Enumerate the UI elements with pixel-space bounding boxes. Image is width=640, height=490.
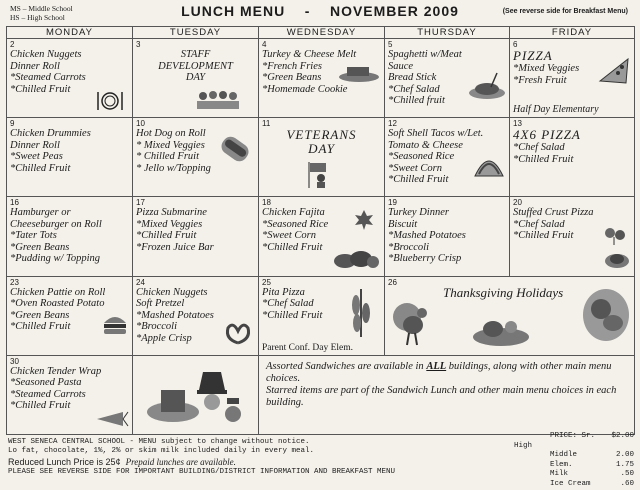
menu-item: Turkey Dinner xyxy=(388,207,449,219)
menu-item: *Apple Crisp xyxy=(136,332,192,344)
assorted-note-post: buildings, along with other main menu choices. xyxy=(266,360,612,384)
prepaid-note: Prepaid lunches are available. xyxy=(125,457,236,467)
burger-icon xyxy=(101,311,129,339)
menu-item: *Broccoli xyxy=(388,241,430,253)
day-number: 16 xyxy=(10,198,19,208)
thanksgiving-holiday-label: Thanksgiving Holidays xyxy=(443,284,564,300)
day-cell-13 xyxy=(510,118,635,197)
price-row xyxy=(514,461,634,471)
week-row xyxy=(7,39,635,118)
menu-item: Sauce xyxy=(388,60,414,72)
parent-conference-note: Parent Conf. Day Elem. xyxy=(262,342,354,353)
menu-item: *Sweet Peas xyxy=(10,151,63,163)
price-value: .60 xyxy=(620,479,634,488)
day-number: 17 xyxy=(136,198,145,208)
staff-development-line: DEVELOPMENT xyxy=(158,60,233,72)
menu-item: * Jello w/Topping xyxy=(136,162,211,174)
day-number: 30 xyxy=(10,356,19,366)
menu-item: *Mashed Potatoes xyxy=(388,230,466,242)
day-cell-5 xyxy=(385,39,510,118)
footer-line: PLEASE SEE REVERSE SIDE FOR IMPORTANT BUILDING/DISTRICT INFORMATION AND BREAKFAST MENU xyxy=(8,468,396,476)
day-cell-6 xyxy=(510,39,635,118)
menu-item: Dinner Roll xyxy=(10,139,60,151)
menu-item: Spaghetti w/Meat xyxy=(388,49,462,61)
day-cell-4 xyxy=(259,39,385,118)
starred-items-note: Starred items are part of the Sandwich Lunch and other main menu choices in each building. xyxy=(266,384,617,408)
assorted-note-pre: Assorted Sandwiches are available in xyxy=(266,360,427,372)
menu-item: *Mashed Potatoes xyxy=(136,309,214,321)
menu-items xyxy=(136,207,255,253)
menu-item: *Chilled Fruit xyxy=(513,153,574,165)
menu-item: *Mixed Veggies xyxy=(513,63,580,75)
footer-line: WEST SENECA CENTRAL SCHOOL - MENU subject to change without notice. xyxy=(8,438,310,446)
menu-items xyxy=(10,128,129,174)
menu-items xyxy=(388,207,506,265)
menu-item: Biscuit xyxy=(388,218,418,230)
menu-item: Chicken Pattie on Roll xyxy=(10,286,106,298)
day-cell-23 xyxy=(7,276,133,355)
cornucopia-icon xyxy=(581,285,631,343)
day-number: 3 xyxy=(136,40,141,50)
pilgrim-icon xyxy=(471,307,531,347)
menu-item: *Green Beans xyxy=(262,72,322,84)
menu-item: *Chilled Fruit xyxy=(262,309,323,321)
weekday-thursday: THURSDAY xyxy=(385,27,510,39)
day-cell-19 xyxy=(385,197,510,276)
turkey-dinner-icon xyxy=(604,249,630,269)
reduced-price-line xyxy=(8,456,508,468)
corn-stalk-icon xyxy=(347,287,375,339)
day-cell-9 xyxy=(7,118,133,197)
week-row xyxy=(7,276,635,355)
menu-item: Soft Pretzel xyxy=(136,298,185,310)
price-row xyxy=(514,480,634,490)
autumn-leaf-icon xyxy=(353,209,375,231)
menu-item: Dinner Roll xyxy=(10,60,60,72)
half-day-note: Half Day Elementary xyxy=(513,104,599,116)
menu-items xyxy=(136,49,255,84)
page-title: LUNCH MENU - NOVEMBER 2009 xyxy=(181,3,459,19)
menu-item: *Chilled Fruit xyxy=(262,241,323,253)
menu-item: *Broccoli xyxy=(136,321,178,333)
price-value: .50 xyxy=(620,470,634,478)
ms-label: MS – Middle School xyxy=(10,4,73,13)
day-number: 18 xyxy=(262,198,271,208)
menu-item: *Chilled Fruit xyxy=(10,83,71,95)
weekday-wednesday: WEDNESDAY xyxy=(259,27,385,39)
day-cell-12 xyxy=(385,118,510,197)
menu-item: *Chilled Fruit xyxy=(10,162,71,174)
day-number: 11 xyxy=(262,119,271,129)
price-label: PRICE: xyxy=(550,432,578,440)
spaghetti-icon xyxy=(467,71,507,101)
price-name: Elem. xyxy=(550,460,573,469)
menu-item: *Chilled fruit xyxy=(388,95,445,107)
price-name: Sr. High xyxy=(514,432,596,450)
menu-item: Chicken Tender Wrap xyxy=(10,365,102,377)
pizza-slice-icon xyxy=(598,57,630,85)
menu-item: *Chef Salad xyxy=(388,83,440,95)
footer-notes xyxy=(8,438,508,477)
weekday-friday: FRIDAY xyxy=(510,27,635,39)
day-cell-3 xyxy=(133,39,259,118)
menu-item: Soft Shell Tacos w/Let. xyxy=(388,128,484,140)
price-value: 1.75 xyxy=(615,460,634,469)
price-list xyxy=(514,432,634,489)
menu-item: * Chilled Fruit xyxy=(136,151,199,163)
day-number: 9 xyxy=(10,119,15,129)
price-name: Milk xyxy=(550,470,569,478)
day-number: 4 xyxy=(262,40,267,50)
menu-item: *Chef Salad xyxy=(513,142,565,154)
menu-item: * Mixed Veggies xyxy=(136,139,205,151)
pilgrim-hat-icon xyxy=(141,360,249,430)
page-header xyxy=(8,2,632,26)
day-number: 19 xyxy=(388,198,397,208)
menu-item: *Oven Roasted Potato xyxy=(10,298,105,310)
menu-items xyxy=(262,128,381,156)
day-number: 26 xyxy=(388,277,397,287)
menu-item: *Green Beans xyxy=(10,309,70,321)
price-name: Middle xyxy=(550,451,578,459)
menu-items xyxy=(10,366,129,412)
day-number: 10 xyxy=(136,119,145,129)
bushes-icon xyxy=(333,249,379,269)
menu-item: Chicken Nuggets xyxy=(10,49,82,61)
turkey-icon xyxy=(389,295,431,347)
day-cell-24 xyxy=(133,276,259,355)
menu-item: *Green Beans xyxy=(10,241,70,253)
assorted-note-text xyxy=(262,357,631,409)
hot-dog-icon xyxy=(217,132,253,166)
week-row xyxy=(7,355,635,434)
menu-item: *Steamed Carrots xyxy=(10,388,86,400)
assorted-note-emph: ALL xyxy=(426,360,447,372)
flag-soldier-icon xyxy=(303,160,333,190)
staff-development-line: DAY xyxy=(185,72,206,84)
staff-development-line: STAFF xyxy=(180,49,211,61)
day-cell-17 xyxy=(133,197,259,276)
menu-item: Pita Pizza xyxy=(262,286,305,298)
menu-item: Chicken Nuggets xyxy=(136,286,208,298)
day-cell-20 xyxy=(510,197,635,276)
flower-icon xyxy=(602,225,628,245)
menu-item: PIZZA xyxy=(513,48,553,64)
decor-cell xyxy=(133,355,259,434)
menu-item: *Chilled Fruit xyxy=(10,400,71,412)
menu-item: *Steamed Carrots xyxy=(10,72,86,84)
carrot-wrap-icon xyxy=(95,408,129,430)
weekday-tuesday: TUESDAY xyxy=(133,27,259,39)
price-row xyxy=(514,432,634,451)
day-cell-30 xyxy=(7,355,133,434)
menu-item: *French Fries xyxy=(262,60,322,72)
menu-item: *Sweet Corn xyxy=(388,162,442,174)
price-row xyxy=(514,470,634,480)
menu-item: Hot Dog on Roll xyxy=(136,128,206,140)
day-cell-26 xyxy=(385,276,635,355)
menu-item: *Chef Salad xyxy=(262,298,314,310)
day-number: 20 xyxy=(513,198,522,208)
menu-item: Turkey & Cheese Melt xyxy=(262,49,357,61)
day-cell-25 xyxy=(259,276,385,355)
price-value: 2.00 xyxy=(615,451,634,459)
menu-item: Chicken Fajita xyxy=(262,207,325,219)
menu-item: *Blueberry Crisp xyxy=(388,253,462,265)
menu-item: *Sweet Corn xyxy=(262,230,316,242)
menu-item: *Seasoned Rice xyxy=(262,218,329,230)
veterans-day-line: DAY xyxy=(308,141,335,157)
day-cell-16 xyxy=(7,197,133,276)
menu-item: *Pudding w/ Topping xyxy=(10,253,101,265)
menu-item: *Fresh Fruit xyxy=(513,74,567,86)
menu-item: Pizza Submarine xyxy=(136,207,207,219)
menu-item: Stuffed Crust Pizza xyxy=(513,207,594,219)
menu-items xyxy=(513,128,631,165)
assorted-sandwich-note xyxy=(259,355,635,434)
hs-label: HS – High School xyxy=(10,13,65,22)
day-number: 23 xyxy=(10,277,19,287)
reduced-price: Reduced Lunch Price is 25¢ xyxy=(8,457,121,467)
day-number: 24 xyxy=(136,277,145,287)
menu-item: 4X6 PIZZA xyxy=(513,127,581,143)
fries-icon xyxy=(337,63,381,83)
pretzel-icon xyxy=(223,319,253,347)
day-number: 13 xyxy=(513,119,522,129)
menu-item: *Chilled Fruit xyxy=(513,230,574,242)
price-name: Ice Cream xyxy=(550,479,591,488)
day-cell-10 xyxy=(133,118,259,197)
day-cell-2 xyxy=(7,39,133,118)
weekday-monday: MONDAY xyxy=(7,27,133,39)
day-number: 6 xyxy=(513,40,518,50)
day-number: 12 xyxy=(388,119,397,129)
menu-item: Bread Stick xyxy=(388,72,437,84)
menu-item: *Chilled Fruit xyxy=(10,321,71,333)
day-cell-18 xyxy=(259,197,385,276)
place-setting-icon xyxy=(95,89,125,111)
menu-item: *Seasoned Pasta xyxy=(10,377,82,389)
price-row xyxy=(514,451,634,461)
menu-item: *Frozen Juice Bar xyxy=(136,241,214,253)
menu-item: *Chef Salad xyxy=(513,218,565,230)
menu-item: Cheeseburger on Roll xyxy=(10,218,102,230)
menu-item: Chicken Drummies xyxy=(10,128,91,140)
menu-item: *Chilled Fruit xyxy=(136,230,197,242)
menu-item: *Seasoned Rice xyxy=(388,151,455,163)
week-row xyxy=(7,197,635,276)
taco-icon xyxy=(473,146,505,180)
veterans-day-line: VETERANS xyxy=(286,127,357,143)
staff-group-icon xyxy=(195,87,241,111)
reverse-side-note: (See reverse side for Breakfast Menu) xyxy=(502,8,628,15)
lunch-calendar xyxy=(6,26,635,435)
weekday-header-row xyxy=(7,27,635,39)
menu-items xyxy=(10,207,129,265)
menu-item: *Homemade Cookie xyxy=(262,83,348,95)
menu-item: *Tater Tots xyxy=(10,230,57,242)
footer-line: Lo fat, chocolate, 1%, 2% or skim milk included daily in every meal. xyxy=(8,447,315,455)
day-number: 25 xyxy=(262,277,271,287)
day-cell-11 xyxy=(259,118,385,197)
price-value: $2.00 xyxy=(611,432,634,440)
menu-item: *Chilled Fruit xyxy=(388,174,449,186)
day-number: 2 xyxy=(10,40,15,50)
week-row xyxy=(7,118,635,197)
menu-item: *Mixed Veggies xyxy=(136,218,203,230)
menu-item: Hamburger or xyxy=(10,207,71,219)
menu-item: Tomato & Cheese xyxy=(388,139,463,151)
day-number: 5 xyxy=(388,40,393,50)
